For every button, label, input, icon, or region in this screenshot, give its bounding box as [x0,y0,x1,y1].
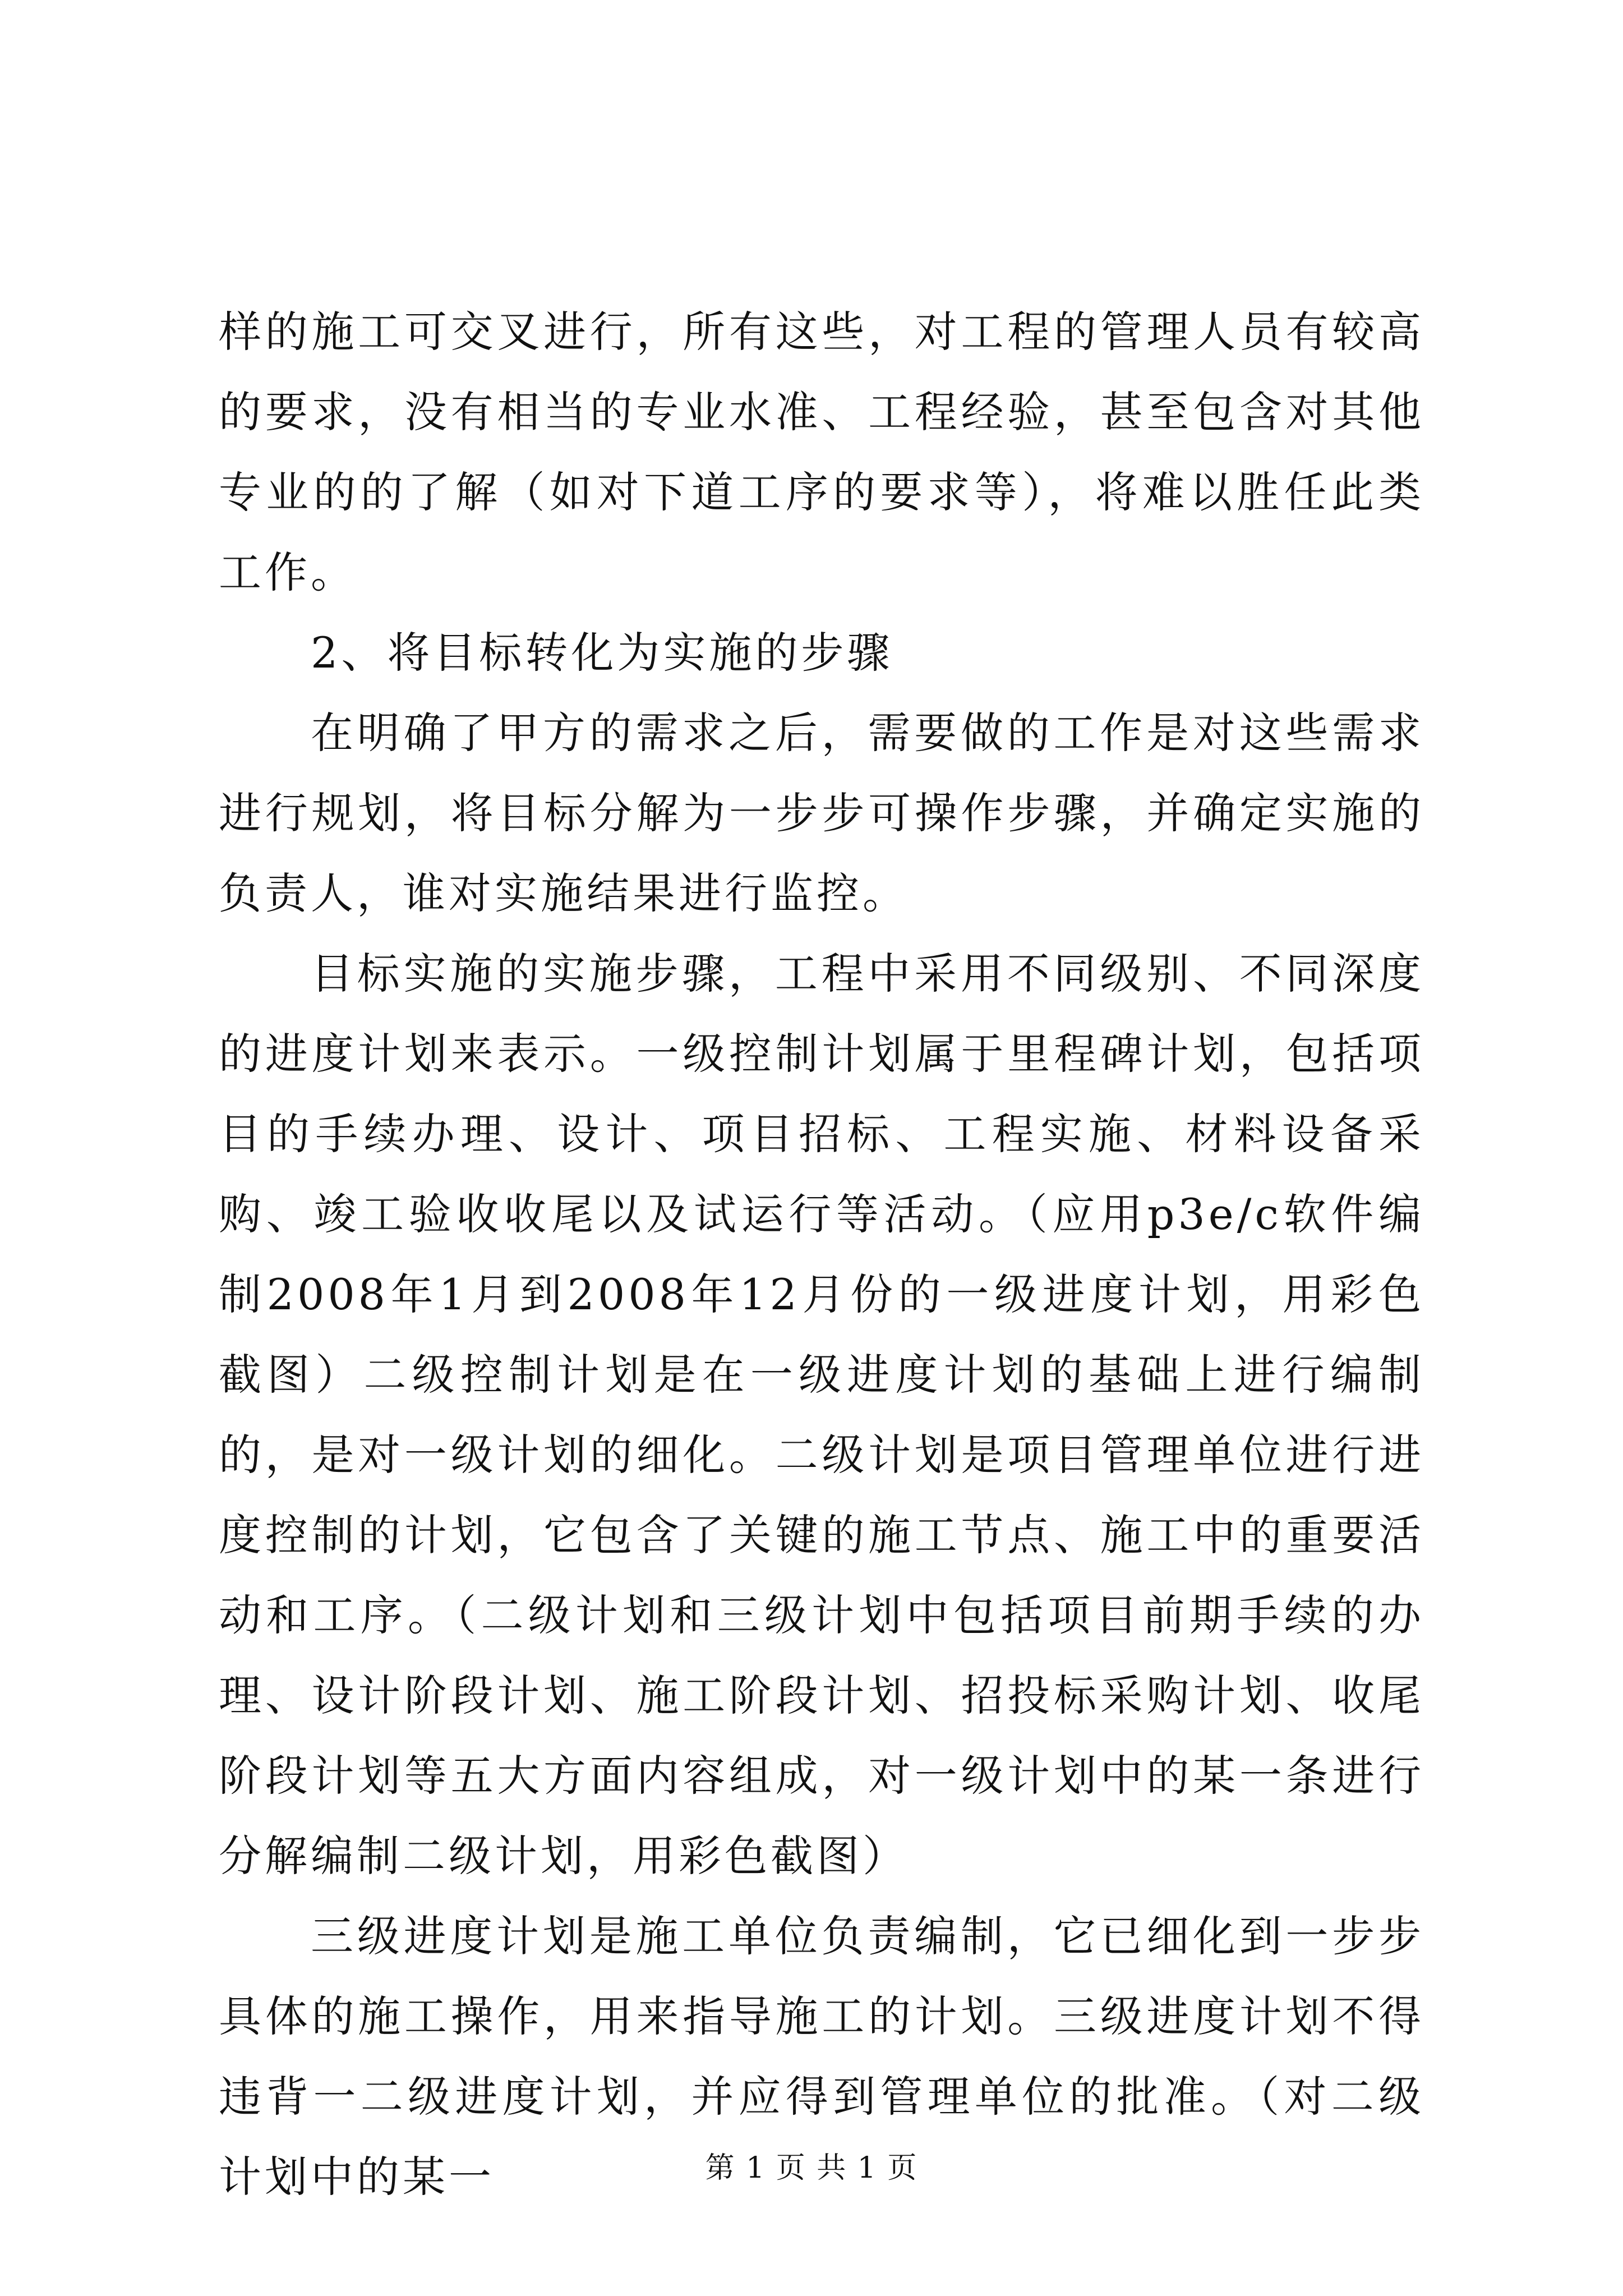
paragraph: 在明确了甲方的需求之后，需要做的工作是对这些需求进行规划，将目标分解为一步步可操作步骤，并确定实施的负责人，谁对实施结果进行监控。 [219,708,1424,918]
paragraph: 目标实施的实施步骤，工程中采用不同级别、不同深度的进度计划来表示。一级控制计划属于里程碑计划，包括项目的手续办理、设计、项目招标、工程实施、材料设备采购、竣工验收收尾以及试运行等活动。（应用p3e/c软件编制2008年1月到2008年12月份的一级进度计划，用彩色截图）二级控制计划是在一级进度计划的基础上进行编制的，是对一级计划的细化。二级计划是项目管理单位进行进度控制的计划，它包含了关键的施工节点、施工中的重要活动和工序。（二级计划和三级计划中包括项目前期手续的办理、设计阶段计划、施工阶段计划、招投标采购计划、收尾阶段计划等五大方面内容组成，对一级计划中的某一条进行分解编制二级计划，用彩色截图） [219,949,1424,1881]
page-footer: 第 1 页 共 1 页 [705,2151,918,2185]
section-heading: 2、将目标转化为实施的步骤 [311,628,893,678]
paragraph-continued: 样的施工可交叉进行，所有这些，对工程的管理人员有较高的要求，没有相当的专业水准、工程经验，甚至包含对其他专业的的了解（如对下道工序的要求等），将难以胜任此类工作。 [219,307,1424,597]
paragraph: 三级进度计划是施工单位负责编制，它已细化到一步步具体的施工操作，用来指导施工的计划。三级进度计划不得违背一二级进度计划，并应得到管理单位的批准。（对二级计划中的某一 [219,1911,1424,2202]
document-body [219,292,1424,2217]
